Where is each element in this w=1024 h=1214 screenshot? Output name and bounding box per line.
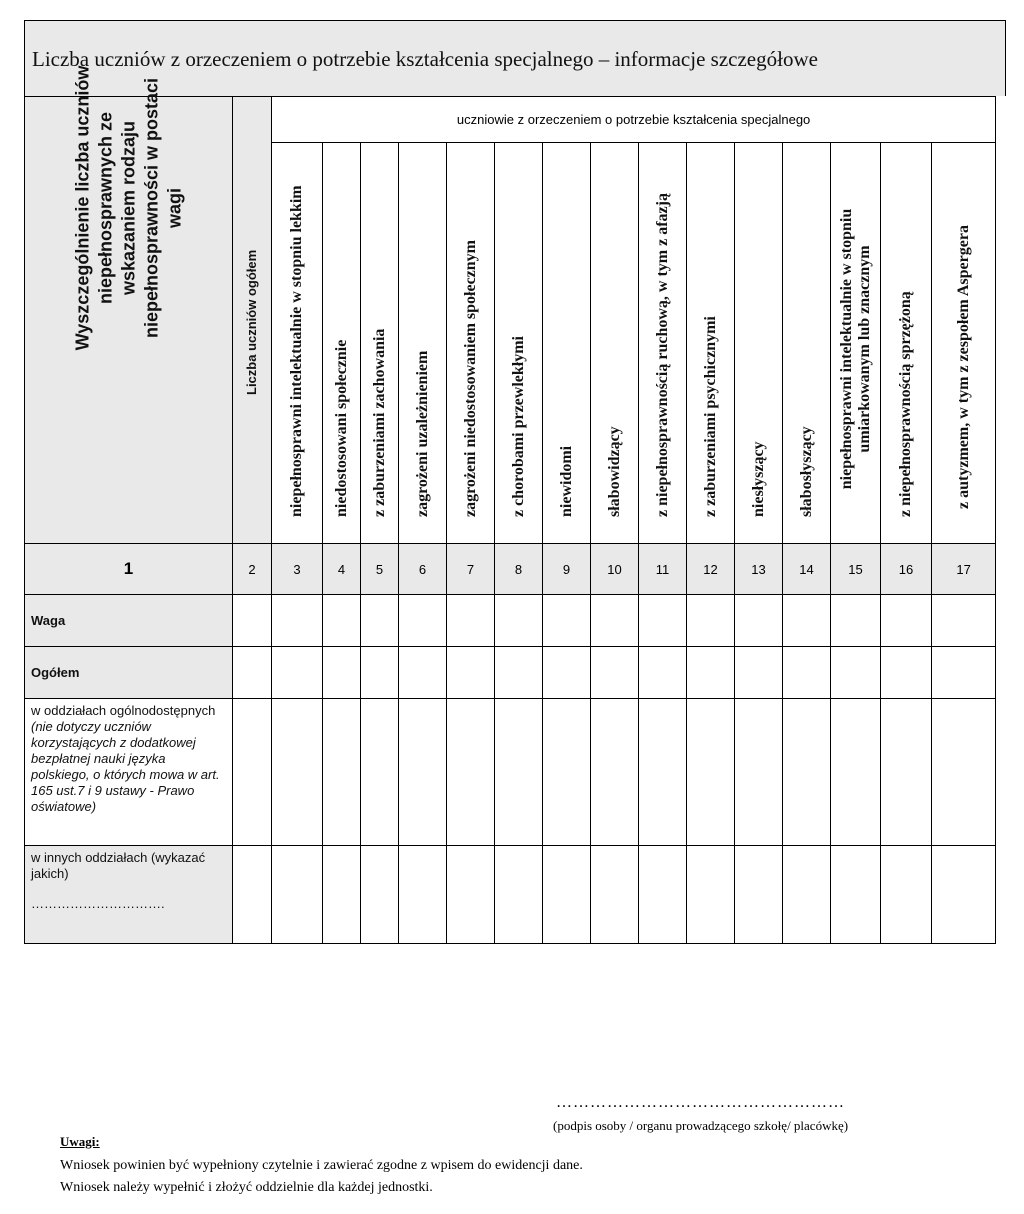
data-cell[interactable] (932, 846, 996, 944)
data-cell[interactable] (323, 699, 361, 846)
data-cell[interactable] (399, 647, 447, 699)
data-cell[interactable] (831, 647, 881, 699)
data-cell[interactable] (881, 846, 932, 944)
data-cell[interactable] (543, 846, 591, 944)
data-cell[interactable] (735, 699, 783, 846)
data-cell[interactable] (932, 595, 996, 647)
data-cell[interactable] (591, 846, 639, 944)
column-header-5 (361, 143, 399, 544)
column-header-label: niepełnosprawni intelektualnie w stopniu umiarkowanym lub znacznym (837, 208, 873, 490)
data-cell[interactable] (639, 595, 687, 647)
data-cell[interactable] (447, 846, 495, 944)
signature-caption: (podpis osoby / organu prowadzącego szkołę/ placówkę) (553, 1118, 849, 1133)
column-header-12 (687, 143, 735, 544)
column-header-label: z zaburzeniami psychicznymi (701, 316, 719, 517)
data-cell[interactable] (687, 846, 735, 944)
column-header-16 (881, 143, 932, 544)
data-cell[interactable] (272, 595, 323, 647)
column-header-17 (932, 143, 996, 544)
data-cell[interactable] (399, 846, 447, 944)
total-header: Liczba uczniów ogółem (244, 249, 259, 395)
data-cell[interactable] (399, 699, 447, 846)
stub-header-cell (25, 65, 233, 544)
column-header-4 (323, 143, 361, 544)
total-header-cell (233, 97, 272, 544)
data-cell[interactable] (687, 647, 735, 699)
data-cell[interactable] (495, 595, 543, 647)
data-cell[interactable] (687, 699, 735, 846)
table-row (25, 647, 996, 699)
data-cell[interactable] (272, 846, 323, 944)
data-cell[interactable] (831, 846, 881, 944)
column-number: 11 (639, 544, 687, 595)
data-cell[interactable] (783, 699, 831, 846)
group-header: uczniowie z orzeczeniem o potrzebie kształcenia specjalnego (272, 97, 996, 143)
data-cell[interactable] (361, 595, 399, 647)
column-number: 12 (687, 544, 735, 595)
column-header-11 (639, 143, 687, 544)
data-cell[interactable] (932, 647, 996, 699)
data-cell[interactable] (687, 595, 735, 647)
data-cell[interactable] (735, 846, 783, 944)
signature-line: …………………………………………… (556, 1094, 845, 1111)
data-cell[interactable] (543, 647, 591, 699)
data-cell[interactable] (361, 846, 399, 944)
row-label-main: w oddziałach ogólnodostępnych (31, 703, 216, 718)
row-label-ogolnodostepne (25, 699, 233, 846)
notes-title: Uwagi: (60, 1134, 100, 1149)
column-number: 15 (831, 544, 881, 595)
data-cell[interactable] (639, 699, 687, 846)
column-header-label: z niepełnosprawnością ruchową, w tym z afazją (653, 193, 671, 517)
column-header-15 (831, 143, 881, 544)
column-number: 4 (323, 544, 361, 595)
column-header-label: z zaburzeniami zachowania (370, 328, 388, 517)
column-number: 14 (783, 544, 831, 595)
data-cell[interactable] (881, 699, 932, 846)
data-cell[interactable] (323, 647, 361, 699)
column-header-7 (447, 143, 495, 544)
column-header-6 (399, 143, 447, 544)
data-cell[interactable] (783, 647, 831, 699)
data-cell[interactable] (495, 846, 543, 944)
column-number: 16 (881, 544, 932, 595)
data-cell[interactable] (881, 595, 932, 647)
column-header-9 (543, 143, 591, 544)
column-number: 9 (543, 544, 591, 595)
column-number: 8 (495, 544, 543, 595)
data-cell[interactable] (591, 647, 639, 699)
data-cell[interactable] (272, 647, 323, 699)
table-row (25, 595, 996, 647)
data-cell[interactable] (591, 699, 639, 846)
column-number: 5 (361, 544, 399, 595)
data-cell[interactable] (543, 595, 591, 647)
data-cell[interactable] (323, 595, 361, 647)
column-header-label: niedostosowani społecznie (332, 339, 350, 517)
column-header-label: niewidomi (557, 445, 575, 517)
column-header-label: niesłyszący (749, 441, 767, 517)
column-header-label: zagrożeni niedostosowaniem społecznym (461, 239, 479, 517)
data-cell[interactable] (233, 699, 272, 846)
data-cell[interactable] (591, 595, 639, 647)
column-header-14 (783, 143, 831, 544)
column-number: 1 (25, 544, 233, 595)
column-header-3 (272, 143, 323, 544)
row-label-dots: …………………………. (31, 896, 165, 911)
table-row (25, 699, 996, 846)
column-number: 2 (233, 544, 272, 595)
data-cell[interactable] (272, 699, 323, 846)
row-label-ogolem: Ogółem (25, 647, 233, 699)
data-cell[interactable] (233, 647, 272, 699)
stub-header: Wyszczególnienie liczba uczniów niepełnosprawnych ze wskazaniem rodzaju niepełnosprawności w postaci wagi (72, 65, 184, 350)
column-header-label: z niepełnosprawnością sprzężoną (897, 291, 914, 517)
data-cell[interactable] (932, 699, 996, 846)
column-header-label: z chorobami przewlekłymi (509, 335, 527, 517)
data-cell[interactable] (447, 699, 495, 846)
data-cell[interactable] (361, 647, 399, 699)
form-title: Liczba uczniów z orzeczeniem o potrzebie kształcenia specjalnego – informacje szczegółowe (24, 20, 1006, 96)
row-label-main: w innych oddziałach (wykazać jakich) (31, 850, 206, 881)
note-line: Wniosek należy wypełnić i złożyć oddzielnie dla każdej jednostki. (60, 1180, 433, 1195)
data-cell[interactable] (323, 846, 361, 944)
data-cell[interactable] (361, 699, 399, 846)
column-number-row (25, 544, 996, 595)
data-cell[interactable] (447, 647, 495, 699)
column-number: 7 (447, 544, 495, 595)
data-cell[interactable] (495, 647, 543, 699)
form-frame (24, 20, 1008, 944)
data-cell[interactable] (543, 699, 591, 846)
column-number: 13 (735, 544, 783, 595)
note-line: Wniosek powinien być wypełniony czytelnie i zawierać zgodne z wpisem do ewidencji dane. (60, 1158, 583, 1173)
data-cell[interactable] (735, 647, 783, 699)
data-cell[interactable] (233, 846, 272, 944)
column-header-label: zagrożeni uzależnieniem (413, 350, 431, 517)
data-cell[interactable] (783, 846, 831, 944)
column-header-8 (495, 143, 543, 544)
students-table (24, 65, 996, 944)
data-cell[interactable] (783, 595, 831, 647)
data-cell[interactable] (233, 595, 272, 647)
column-header-label: z autyzmem, w tym z zespołem Aspergera (954, 225, 972, 509)
table-row (25, 846, 996, 944)
row-label-note: (nie dotyczy uczniów korzystających z dodatkowej bezpłatnej nauki języka polskiego, o których mowa w art. 165 ust.7 i 9 ustawy - Prawo oświatowe) (31, 719, 220, 814)
column-number: 6 (399, 544, 447, 595)
data-cell[interactable] (639, 846, 687, 944)
column-header-label: słabosłyszący (797, 426, 815, 517)
data-cell[interactable] (495, 699, 543, 846)
data-cell[interactable] (735, 595, 783, 647)
column-header-10 (591, 143, 639, 544)
data-cell[interactable] (881, 647, 932, 699)
row-label-waga: Waga (25, 595, 233, 647)
column-number: 10 (591, 544, 639, 595)
column-header-label: niepełnosprawni intelektualnie w stopniu lekkim (288, 185, 305, 517)
column-number: 17 (932, 544, 996, 595)
data-cell[interactable] (639, 647, 687, 699)
data-cell[interactable] (831, 699, 881, 846)
data-cell[interactable] (399, 595, 447, 647)
column-header-label: słabowidzący (605, 426, 623, 517)
data-cell[interactable] (447, 595, 495, 647)
column-number: 3 (272, 544, 323, 595)
row-label-inne (25, 846, 233, 944)
data-cell[interactable] (831, 595, 881, 647)
column-header-13 (735, 143, 783, 544)
